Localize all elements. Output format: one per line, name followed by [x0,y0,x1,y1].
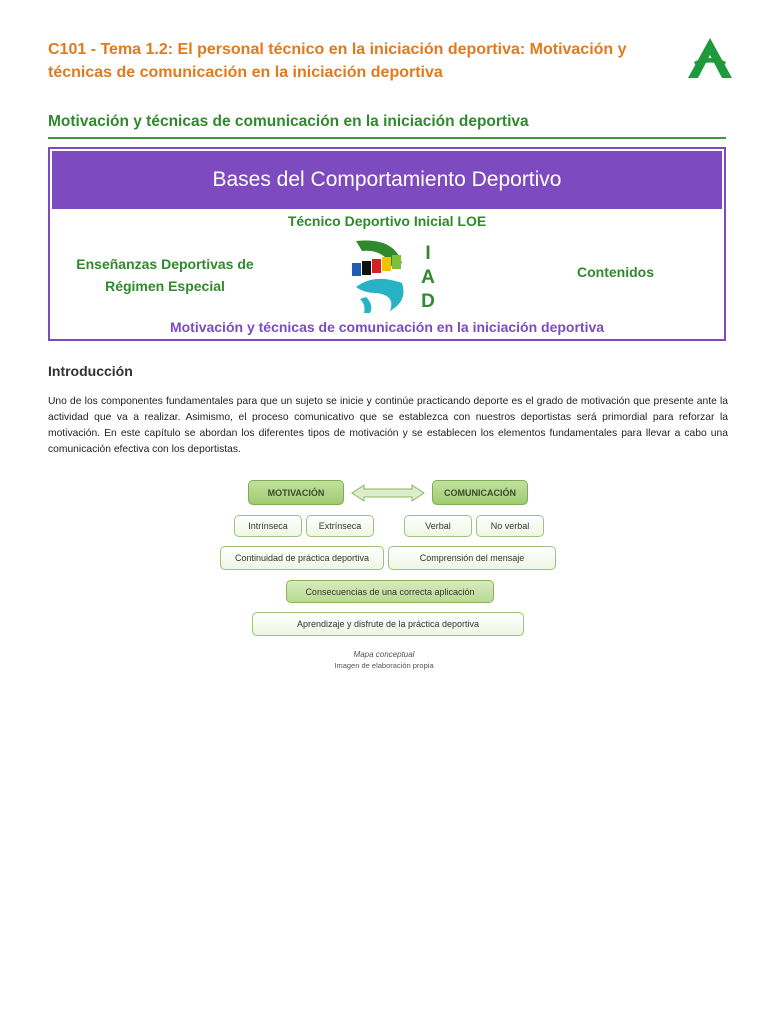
figure-credit: Imagen de elaboración propia [334,661,434,670]
box-extrinseca: Extrínseca [306,515,374,537]
double-arrow-icon [350,484,426,502]
iad-letter-a: A [421,267,435,288]
box-intrinseca: Intrínseca [234,515,302,537]
iad-letter-d: D [421,291,435,312]
junta-andalucia-logo-icon [688,38,732,78]
iad-letter-i: I [425,243,431,264]
intro-paragraph: Uno de los componentes fundamentales para que un sujeto se inicie y continúe practicando deporte es el grado de motivación que presente ante la actividad que va a realizar. Asimismo, el proceso comunicativo que se establezca con nuestros deportistas será primordial para reforzar la motivación. En este capítulo se abordan los diferentes tipos de motivación y se establecen los elementos fundamentales para llevar a cabo una comunicación efectiva con los deportistas. [48,396,728,455]
banner-bottom-text: Motivación y técnicas de comunicación en la iniciación deportiva [169,319,605,335]
banner-left-text: Enseñanzas Deportivas de Régimen Especial [76,256,254,294]
section-divider [48,137,726,139]
box-comunicacion: COMUNICACIÓN [432,480,528,505]
box-motivacion: MOTIVACIÓN [248,480,344,505]
figure-caption: Mapa conceptual [353,650,415,659]
section-title: Motivación y técnicas de comunicación en la iniciación deportiva [48,113,529,130]
box-comprension: Comprensión del mensaje [388,546,556,570]
page-header-title: C101 - Tema 1.2: El personal técnico en la iniciación deportiva: Motivación y técnicas de comunicación en la iniciación deportiva [48,41,627,81]
banner-right-text: Contenidos [577,264,654,280]
banner-heading: Bases del Comportamiento Deportivo [52,151,722,209]
box-verbal: Verbal [404,515,472,537]
banner-subheading: Técnico Deportivo Inicial LOE [287,213,487,229]
box-consecuencias: Consecuencias de una correcta aplicación [286,580,494,603]
box-aprendizaje: Aprendizaje y disfrute de la práctica deportiva [252,612,524,636]
box-continuidad: Continuidad de práctica deportiva [220,546,384,570]
intro-title: Introducción [48,363,133,379]
concept-map [218,478,558,638]
iad-logo-icon [344,237,444,315]
box-no-verbal: No verbal [476,515,544,537]
course-banner [48,147,726,341]
